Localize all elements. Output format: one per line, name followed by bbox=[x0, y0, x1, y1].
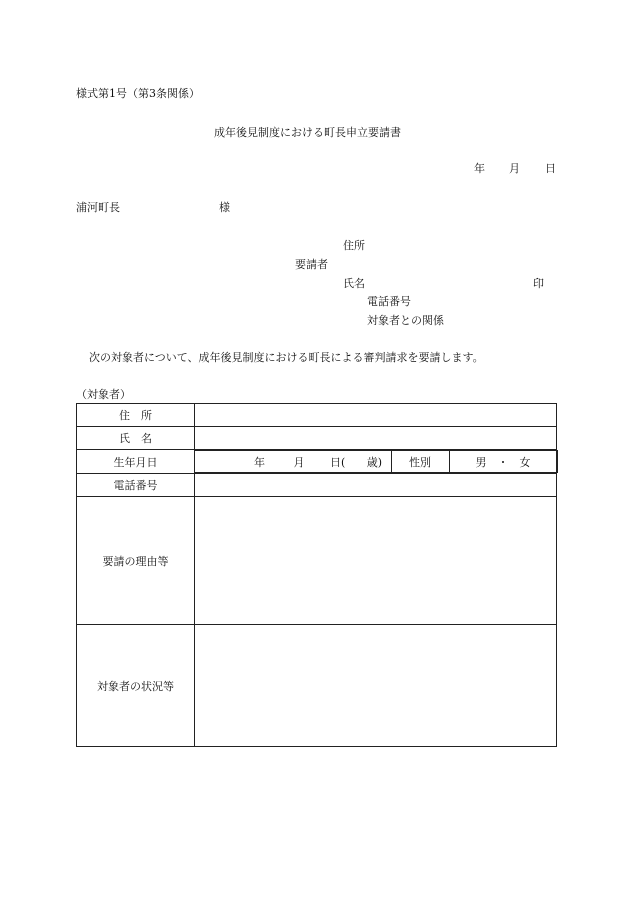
birth-year-unit: 年 bbox=[254, 455, 265, 469]
subject-phone-field[interactable] bbox=[195, 474, 557, 497]
subject-status-label: 対象者の状況等 bbox=[77, 625, 195, 747]
birth-age-unit: 歳) bbox=[366, 455, 383, 469]
birth-month-unit: 月 bbox=[293, 455, 305, 469]
date-month: 月 bbox=[509, 162, 520, 175]
date-year: 年 bbox=[474, 162, 485, 175]
subject-status-field[interactable] bbox=[195, 625, 557, 747]
addressee-name: 浦河町長 bbox=[76, 201, 120, 214]
subject-reason-field[interactable] bbox=[195, 497, 557, 625]
subject-reason-label: 要請の理由等 bbox=[77, 497, 195, 625]
requester-heading: 要請者 bbox=[295, 258, 328, 271]
birthdate-row bbox=[195, 450, 558, 473]
date-day: 日 bbox=[545, 162, 556, 175]
requester-phone-label: 電話番号 bbox=[367, 295, 411, 308]
addressee-honorific: 様 bbox=[219, 201, 230, 214]
requester-address-label: 住所 bbox=[343, 239, 365, 252]
subject-address-field[interactable] bbox=[195, 404, 557, 427]
requester-relation-label: 対象者との関係 bbox=[367, 314, 444, 327]
subject-name-label: 氏 名 bbox=[77, 427, 195, 450]
subject-section-label: （対象者） bbox=[76, 388, 131, 401]
subject-address-label: 住 所 bbox=[77, 404, 195, 427]
requester-seal: 印 bbox=[533, 277, 544, 290]
subject-birthdate-label: 生年月日 bbox=[77, 450, 195, 474]
subject-name-field[interactable] bbox=[195, 427, 557, 450]
form-number: 様式第1号（第3条関係） bbox=[76, 87, 200, 100]
document-title: 成年後見制度における町長申立要請書 bbox=[214, 126, 401, 139]
gender-options[interactable]: 男 ・ 女 bbox=[449, 451, 557, 473]
gender-label: 性別 bbox=[391, 451, 449, 473]
subject-phone-label: 電話番号 bbox=[77, 474, 195, 497]
requester-name-label: 氏名 bbox=[343, 277, 365, 290]
subject-table bbox=[76, 403, 557, 747]
birth-day-unit: 日( bbox=[330, 455, 346, 469]
birthdate-field[interactable] bbox=[195, 451, 391, 473]
request-body-text: 次の対象者について、成年後見制度における町長による審判請求を要請します。 bbox=[89, 351, 484, 364]
